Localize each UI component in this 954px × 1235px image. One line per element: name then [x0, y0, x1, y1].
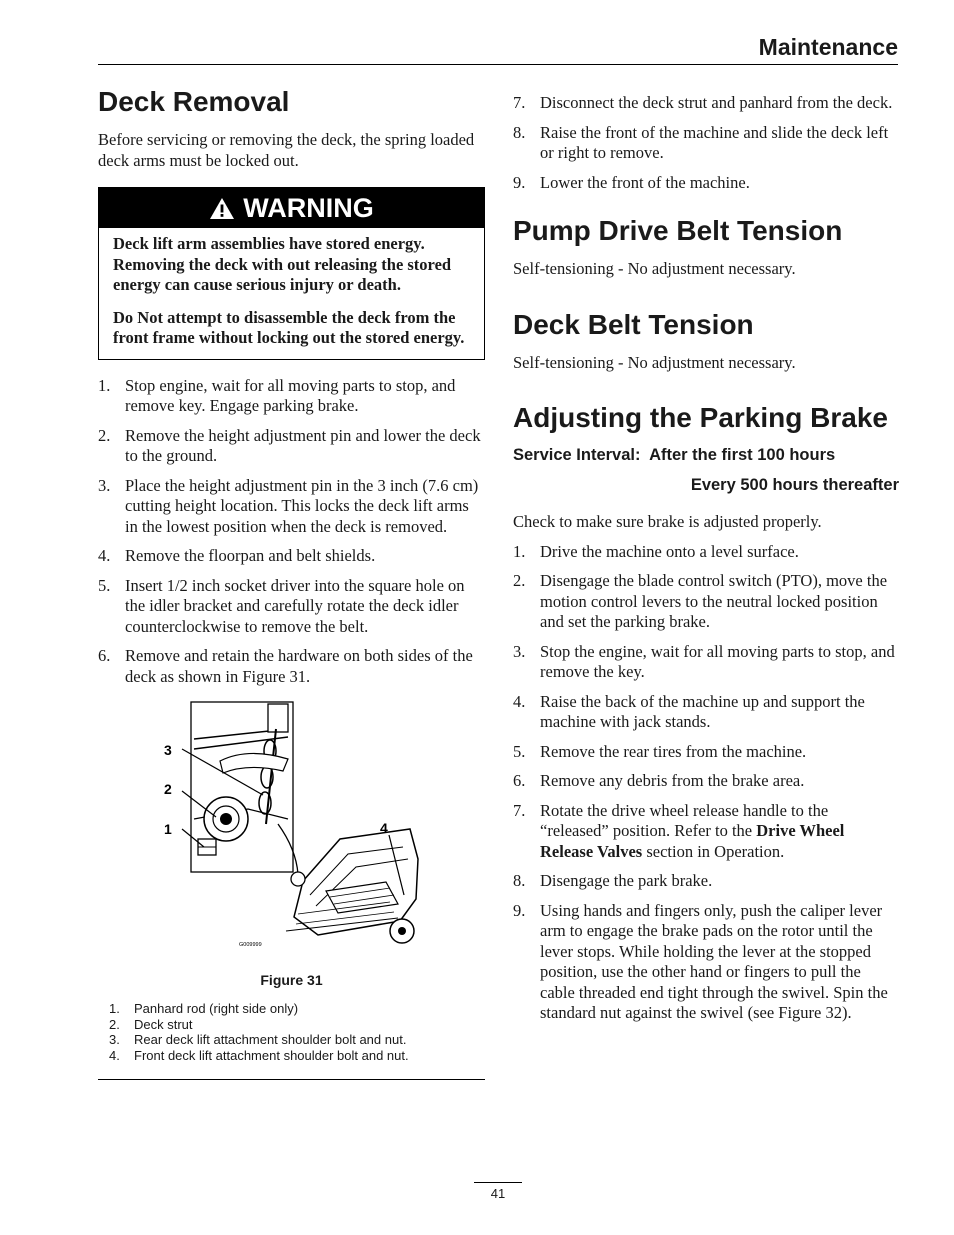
service-interval: [513, 440, 899, 500]
list-item: 4. Raise the back of the machine up and support the machine with jack stands.: [513, 691, 865, 731]
parking-brake-intro: Check to make sure brake is adjusted properly.: [513, 512, 822, 531]
figure-rule: [98, 1079, 485, 1080]
list-item: 3. Rear deck lift attachment shoulder bolt and nut.: [109, 1032, 407, 1047]
figure-caption: Figure 31: [260, 972, 323, 988]
callout-2: 2: [164, 781, 172, 797]
list-item: 2. Remove the height adjustment pin and lower the deck to the ground.: [98, 425, 481, 465]
right-column: [513, 93, 899, 1033]
left-column: [98, 84, 485, 1080]
figure-code: G009999: [239, 942, 262, 948]
list-item: 4. Remove the floorpan and belt shields.: [98, 546, 376, 565]
list-item: 9. Using hands and fingers only, push the caliper lever arm to engage the brake pads on the rotor until the lever stops. While holding the lever at the stopped position, use the other hand or fingers to pull the cable threaded end tight through the swivel. Spin the standard nut against the swivel (see Figure 32).: [513, 900, 888, 1022]
warning-label: WARNING: [243, 192, 374, 223]
list-item: 3. Stop the engine, wait for all moving parts to stop, and remove the key.: [513, 641, 895, 681]
callout-4: 4: [380, 820, 388, 836]
deck-removal-steps-continued: [513, 93, 899, 193]
page-number: 41: [490, 1186, 506, 1201]
parking-brake-steps: [513, 542, 899, 1024]
deck-removal-intro: Before servicing or removing the deck, the spring loaded deck arms must be locked out.: [98, 130, 475, 170]
footer-rule: [474, 1182, 522, 1183]
figure-31: [98, 699, 485, 989]
list-item: 5. Remove the rear tires from the machine.: [513, 741, 807, 761]
list-item: 5. Insert 1/2 inch socket driver into the square hole on the idler bracket and carefully rotate the deck idler counterclockwise to remove the belt.: [98, 575, 465, 636]
list-item: 1. Drive the machine onto a level surface.: [513, 541, 799, 561]
callout-1: 1: [164, 821, 172, 837]
deck-belt-text: Self-tensioning - No adjustment necessary.: [513, 352, 796, 372]
service-interval-row-2: Every 500 hours thereafter: [690, 476, 899, 494]
pump-belt-text: Self-tensioning - No adjustment necessary.: [513, 259, 796, 278]
deck-illustration: [98, 699, 485, 961]
parking-brake-title: Adjusting the Parking Brake: [513, 402, 888, 433]
list-item: 2. Deck strut: [109, 1016, 193, 1032]
callout-3: 3: [164, 742, 172, 758]
list-item: 3. Place the height adjustment pin in the 3 inch (7.6 cm) cutting height location. This locks the deck lift arms in the lowest position when the deck is removed.: [98, 475, 479, 536]
list-item: 6. Remove and retain the hardware on both sides of the deck as shown in Figure 31.: [98, 646, 473, 686]
pump-belt-title: Pump Drive Belt Tension: [513, 215, 843, 246]
list-item: 2. Disengage the blade control switch (PTO), move the motion control levers to the neutral locked position and set the parking brake.: [513, 571, 888, 631]
warning-box: [98, 187, 485, 360]
figure-legend: [98, 1001, 485, 1063]
section-header: Maintenance: [758, 34, 898, 60]
list-item: 6. Remove any debris from the brake area.: [513, 771, 805, 790]
warning-text-2: Do Not attempt to disassemble the deck from the front frame without locking out the stored energy.: [113, 307, 465, 347]
list-item: 1. Stop engine, wait for all moving parts to stop, and remove key. Engage parking brake.: [98, 375, 456, 415]
warning-triangle-icon: [209, 197, 235, 220]
deck-removal-title: Deck Removal: [98, 86, 290, 117]
warning-text-1: Deck lift arm assemblies have stored energy. Removing the deck with out releasing the stored energy can cause serious injury or death.: [113, 234, 452, 294]
list-item: 7. Disconnect the deck strut and panhard from the deck.: [513, 93, 893, 112]
deck-removal-steps: [98, 376, 485, 688]
list-item: 8. Disengage the park brake.: [513, 871, 713, 890]
header-rule: [98, 64, 898, 65]
list-item: 4. Front deck lift attachment shoulder bolt and nut.: [109, 1047, 409, 1063]
list-item: 9. Lower the front of the machine.: [513, 172, 750, 192]
list-item: 8. Raise the front of the machine and slide the deck left or right to remove.: [513, 122, 889, 162]
list-item: 1. Panhard rod (right side only): [109, 1001, 299, 1016]
deck-belt-title: Deck Belt Tension: [513, 308, 754, 340]
warning-header: [99, 188, 484, 228]
drive-wheel-ref: Drive Wheel Release Valves: [540, 821, 845, 861]
warning-body: [99, 228, 484, 359]
list-item: 7. Rotate the drive wheel release handle to the “released” position. Refer to the Drive Wheel Release Valves section in Operation.: [513, 800, 845, 861]
service-interval-row-1: Service Interval: After the first 100 hours: [513, 446, 836, 464]
